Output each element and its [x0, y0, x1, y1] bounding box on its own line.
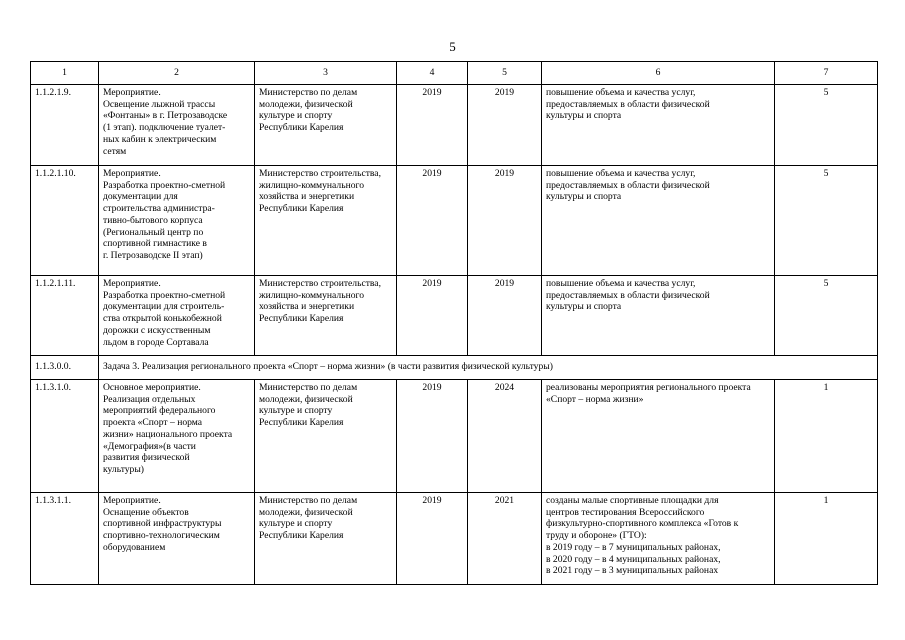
- event-cell: Основное мероприятие. Реализация отдельных мероприятий федерального проекта «Спорт – норма жизни» национального проекта «Демография»(в части развития физической культуры): [99, 380, 255, 493]
- result-cell: созданы малые спортивные площадки для центров тестирования Всероссийского физкультурно-спортивного комплекса «Готов к труду и обороне» (ГТО): в 2019 году – в 7 муниципальных районах, в 2020 году – в 4 муниципальных районах, в 2021 году – в 3 муниципальных районах: [542, 493, 775, 585]
- row-number: 1.1.3.0.0.: [31, 356, 99, 380]
- value-cell: 5: [775, 276, 878, 356]
- ministry-cell: Министерство строительства, жилищно-коммунального хозяйства и энергетики Республики Карелия: [255, 276, 397, 356]
- row-number: 1.1.3.1.0.: [31, 380, 99, 493]
- ministry-cell: Министерство по делам молодежи, физической культуре и спорту Республики Карелия: [255, 85, 397, 166]
- ministry-cell: Министерство строительства, жилищно-коммунального хозяйства и энергетики Республики Карелия: [255, 166, 397, 276]
- start-year-cell: 2019: [397, 85, 468, 166]
- row-number: 1.1.2.1.11.: [31, 276, 99, 356]
- program-table: [30, 61, 878, 585]
- page-number: 5: [449, 39, 456, 54]
- table-row: [31, 276, 878, 356]
- result-cell: реализованы мероприятия регионального проекта «Спорт – норма жизни»: [542, 380, 775, 493]
- header-cell: 7: [775, 62, 878, 85]
- start-year-cell: 2019: [397, 276, 468, 356]
- header-cell: 3: [255, 62, 397, 85]
- end-year-cell: 2019: [468, 276, 542, 356]
- table-row: [31, 493, 878, 585]
- event-cell: Мероприятие. Разработка проектно-сметной документации для строительства администра- тивно-бытового корпуса (Региональный центр по спортивной гимнастике в г. Петрозаводске II этап): [99, 166, 255, 276]
- ministry-cell: Министерство по делам молодежи, физической культуре и спорту Республики Карелия: [255, 380, 397, 493]
- table-row: [31, 166, 878, 276]
- task-title: Задача 3. Реализация регионального проекта «Спорт – норма жизни» (в части развития физической культуры): [99, 356, 878, 380]
- result-cell: повышение объема и качества услуг, предоставляемых в области физической культуры и спорта: [542, 276, 775, 356]
- start-year-cell: 2019: [397, 493, 468, 585]
- row-number: 1.1.3.1.1.: [31, 493, 99, 585]
- end-year-cell: 2019: [468, 166, 542, 276]
- end-year-cell: 2024: [468, 380, 542, 493]
- event-cell: Мероприятие. Освещение лыжной трассы «Фонтаны» в г. Петрозаводске (1 этап). подключение туалет- ных кабин к электрическим сетям: [99, 85, 255, 166]
- task-row: [31, 356, 878, 380]
- header-row: [31, 62, 878, 85]
- row-number: 1.1.2.1.9.: [31, 85, 99, 166]
- end-year-cell: 2019: [468, 85, 542, 166]
- table-row: [31, 85, 878, 166]
- header-cell: 6: [542, 62, 775, 85]
- result-cell: повышение объема и качества услуг, предоставляемых в области физической культуры и спорта: [542, 166, 775, 276]
- event-cell: Мероприятие. Оснащение объектов спортивной инфраструктуры спортивно-технологическим оборудованием: [99, 493, 255, 585]
- header-cell: 4: [397, 62, 468, 85]
- value-cell: 5: [775, 166, 878, 276]
- start-year-cell: 2019: [397, 166, 468, 276]
- value-cell: 1: [775, 380, 878, 493]
- start-year-cell: 2019: [397, 380, 468, 493]
- value-cell: 5: [775, 85, 878, 166]
- table-row: [31, 380, 878, 493]
- header-cell: 5: [468, 62, 542, 85]
- row-number: 1.1.2.1.10.: [31, 166, 99, 276]
- header-cell: 1: [31, 62, 99, 85]
- event-cell: Мероприятие. Разработка проектно-сметной документации для строитель- ства открытой конькобежной дорожки с искусственным льдом в городе Сортавала: [99, 276, 255, 356]
- result-cell: повышение объема и качества услуг, предоставляемых в области физической культуры и спорта: [542, 85, 775, 166]
- value-cell: 1: [775, 493, 878, 585]
- end-year-cell: 2021: [468, 493, 542, 585]
- header-cell: 2: [99, 62, 255, 85]
- ministry-cell: Министерство по делам молодежи, физической культуре и спорту Республики Карелия: [255, 493, 397, 585]
